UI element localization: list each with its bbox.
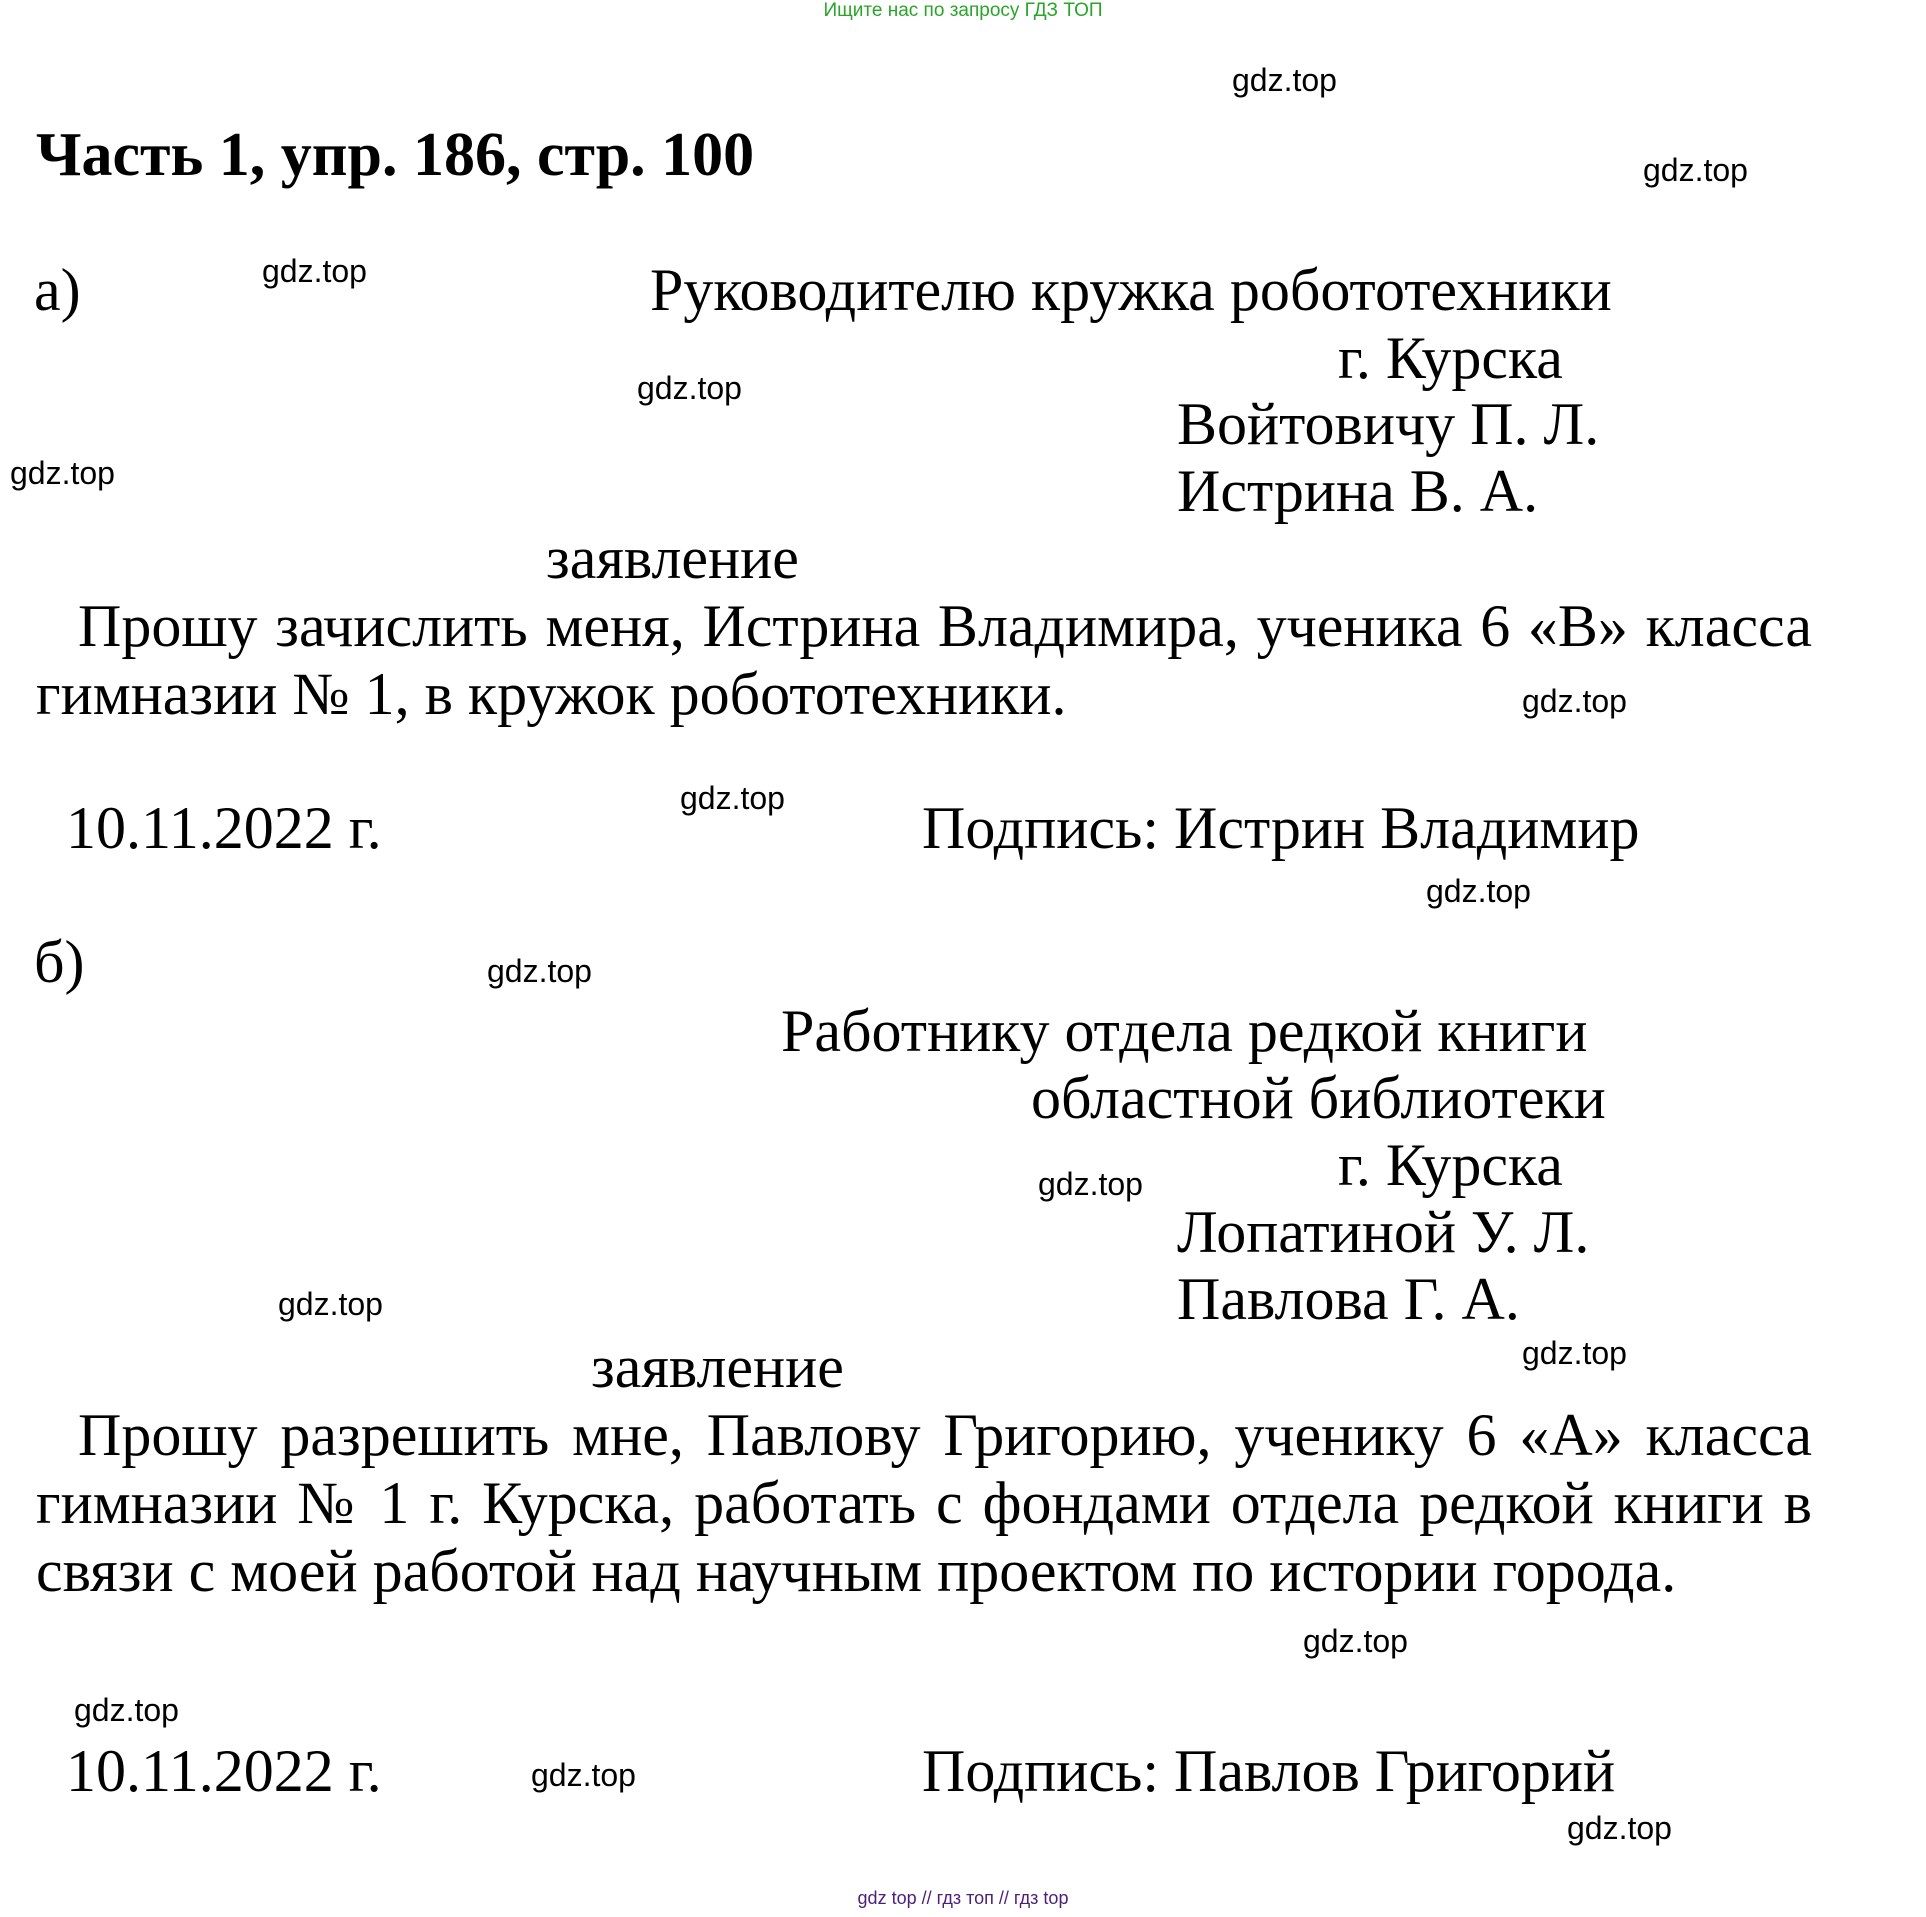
watermark: gdz.top — [680, 780, 785, 816]
watermark: gdz.top — [1567, 1810, 1672, 1846]
part-a-signature: Подпись: Истрин Владимир — [922, 795, 1640, 861]
part-a-doc-title: заявление — [546, 525, 799, 591]
part-b-addressee-line4: Лопатиной У. Л. — [1177, 1199, 1590, 1265]
part-b-label: б) — [34, 929, 85, 995]
part-b-date: 10.11.2022 г. — [66, 1738, 382, 1804]
part-a-sender: Истрина В. А. — [1177, 458, 1539, 524]
search-banner: Ищите нас по запросу ГДЗ ТОП — [823, 0, 1103, 21]
watermark: gdz.top — [1426, 873, 1531, 909]
watermark: gdz.top — [487, 953, 592, 989]
watermark: gdz.top — [1038, 1166, 1143, 1202]
part-a-addressee-line3: Войтовичу П. Л. — [1177, 391, 1600, 457]
watermark: gdz.top — [637, 370, 742, 406]
watermark: gdz.top — [1303, 1623, 1408, 1659]
watermark: gdz.top — [1522, 683, 1627, 719]
watermark: gdz.top — [262, 253, 367, 289]
part-b-body: Прошу разрешить мне, Павлову Григорию, ученику 6 «А» класса гимназии № 1 г. Курска, работать с фондами отдела редкой книги в связи с моей работой над научным проектом по истории города. — [36, 1402, 1812, 1604]
watermark: gdz.top — [278, 1286, 383, 1322]
part-a-addressee-line2: г. Курска — [1338, 325, 1563, 391]
part-a-body: Прошу зачислить меня, Истрина Владимира, ученика 6 «В» класса гимназии № 1, в кружок робототехники. — [36, 593, 1812, 727]
part-b-addressee-line3: г. Курска — [1338, 1132, 1563, 1198]
footer-links: gdz top // гдз топ // гдз top — [857, 1888, 1069, 1908]
watermark: gdz.top — [531, 1757, 636, 1793]
part-a-addressee-line1: Руководителю кружка робототехники — [650, 257, 1612, 323]
watermark: gdz.top — [74, 1692, 179, 1728]
part-b-signature: Подпись: Павлов Григорий — [922, 1738, 1616, 1804]
part-a-label: а) — [34, 257, 81, 323]
watermark: gdz.top — [1232, 62, 1337, 98]
part-b-doc-title: заявление — [591, 1334, 844, 1400]
watermark: gdz.top — [10, 455, 115, 491]
part-b-sender: Павлова Г. А. — [1177, 1266, 1520, 1332]
page-title: Часть 1, упр. 186, стр. 100 — [36, 121, 755, 189]
part-b-addressee-line1: Работнику отдела редкой книги — [781, 998, 1588, 1064]
watermark: gdz.top — [1522, 1335, 1627, 1371]
part-a-date: 10.11.2022 г. — [66, 795, 382, 861]
watermark: gdz.top — [1643, 152, 1748, 188]
part-b-addressee-line2: областной библиотеки — [1031, 1065, 1606, 1131]
